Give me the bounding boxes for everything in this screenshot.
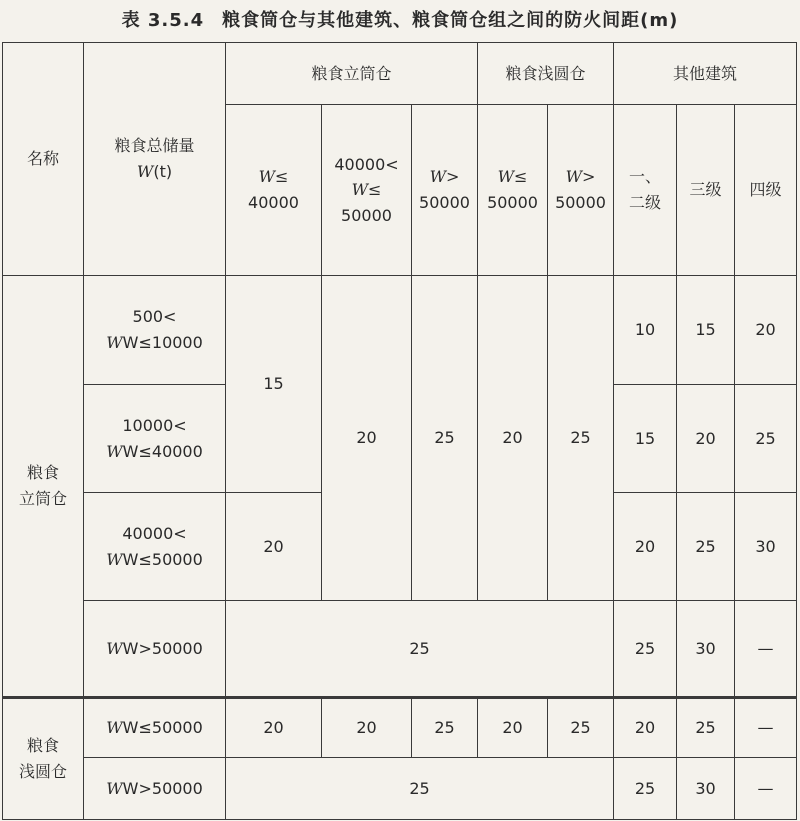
shallow-row-1-grade-4: — — [735, 698, 797, 758]
table-title: 粮食筒仓与其他建筑、粮食筒仓组之间的防火间距(m) — [222, 10, 679, 31]
silo-row-1-grade-1-2: 10 — [614, 276, 677, 385]
header-group-other: 其他建筑 — [614, 43, 797, 105]
silo-row-4-merged: 25 — [226, 601, 614, 698]
shallow-row-1-v1: 20 — [226, 698, 322, 758]
shallow-row-1-v2: 20 — [322, 698, 412, 758]
silo-row-1-capacity: 500< WW≤10000 — [84, 276, 226, 385]
header-group-shallow: 粮食浅圆仓 — [478, 43, 614, 105]
fire-distance-table — [2, 42, 797, 820]
table-caption — [0, 0, 800, 38]
shallow-row-2-capacity: WW>50000 — [84, 758, 226, 820]
silo-row-3-grade-4: 30 — [735, 493, 797, 601]
shallow-row-1-v3: 25 — [412, 698, 478, 758]
header-storage — [84, 43, 226, 276]
silo-merged-c3: 25 — [412, 276, 478, 601]
header-grade-3: 三级 — [677, 105, 735, 276]
silo-row-3-capacity: 40000< WW≤50000 — [84, 493, 226, 601]
header-silo-40000-50000: 40000< W≤ 50000 — [322, 105, 412, 276]
silo-row-4-grade-3: 30 — [677, 601, 735, 698]
shallow-row-1-v5: 25 — [548, 698, 614, 758]
header-silo-w-le-40000: W≤ 40000 — [226, 105, 322, 276]
header-grade-4: 四级 — [735, 105, 797, 276]
shallow-row-2-grade-4: — — [735, 758, 797, 820]
silo-row-4-grade-1-2: 25 — [614, 601, 677, 698]
silo-row-2-grade-3: 20 — [677, 385, 735, 493]
silo-row-2-grade-1-2: 15 — [614, 385, 677, 493]
silo-row-2-grade-4: 25 — [735, 385, 797, 493]
silo-row-3-grade-1-2: 20 — [614, 493, 677, 601]
silo-row-4-capacity: WW>50000 — [84, 601, 226, 698]
shallow-row-1-capacity: WW≤50000 — [84, 698, 226, 758]
header-grade-1-2: 一、 二级 — [614, 105, 677, 276]
shallow-row-2-merged: 25 — [226, 758, 614, 820]
shallow-row-1-v4: 20 — [478, 698, 548, 758]
silo-merged-c1-lower: 20 — [226, 493, 322, 601]
silo-row-1-grade-3: 15 — [677, 276, 735, 385]
header-silo-w-gt-50000: W> 50000 — [412, 105, 478, 276]
shallow-row-1-grade-1-2: 20 — [614, 698, 677, 758]
shallow-row-2-grade-3: 30 — [677, 758, 735, 820]
silo-row-4-grade-4: — — [735, 601, 797, 698]
silo-merged-c2: 20 — [322, 276, 412, 601]
header-shallow-w-gt-50000: W> 50000 — [548, 105, 614, 276]
silo-merged-c1-upper: 15 — [226, 276, 322, 493]
header-shallow-w-le-50000: W≤ 50000 — [478, 105, 548, 276]
silo-row-3-grade-3: 25 — [677, 493, 735, 601]
silo-merged-s2: 25 — [548, 276, 614, 601]
silo-row-2-capacity: 10000< WW≤40000 — [84, 385, 226, 493]
header-name: 名称 — [3, 43, 84, 276]
header-group-silo: 粮食立筒仓 — [226, 43, 478, 105]
row-group-shallow: 粮食 浅圆仓 — [3, 698, 84, 820]
row-group-silo: 粮食 立筒仓 — [3, 276, 84, 698]
shallow-row-2-grade-1-2: 25 — [614, 758, 677, 820]
silo-row-1-grade-4: 20 — [735, 276, 797, 385]
header-storage-unit-line: W(t) — [136, 162, 173, 181]
header-storage-label: 粮食总储量 — [114, 136, 195, 156]
silo-merged-s1: 20 — [478, 276, 548, 601]
shallow-row-1-grade-3: 25 — [677, 698, 735, 758]
table-number: 表 3.5.4 — [121, 10, 205, 31]
